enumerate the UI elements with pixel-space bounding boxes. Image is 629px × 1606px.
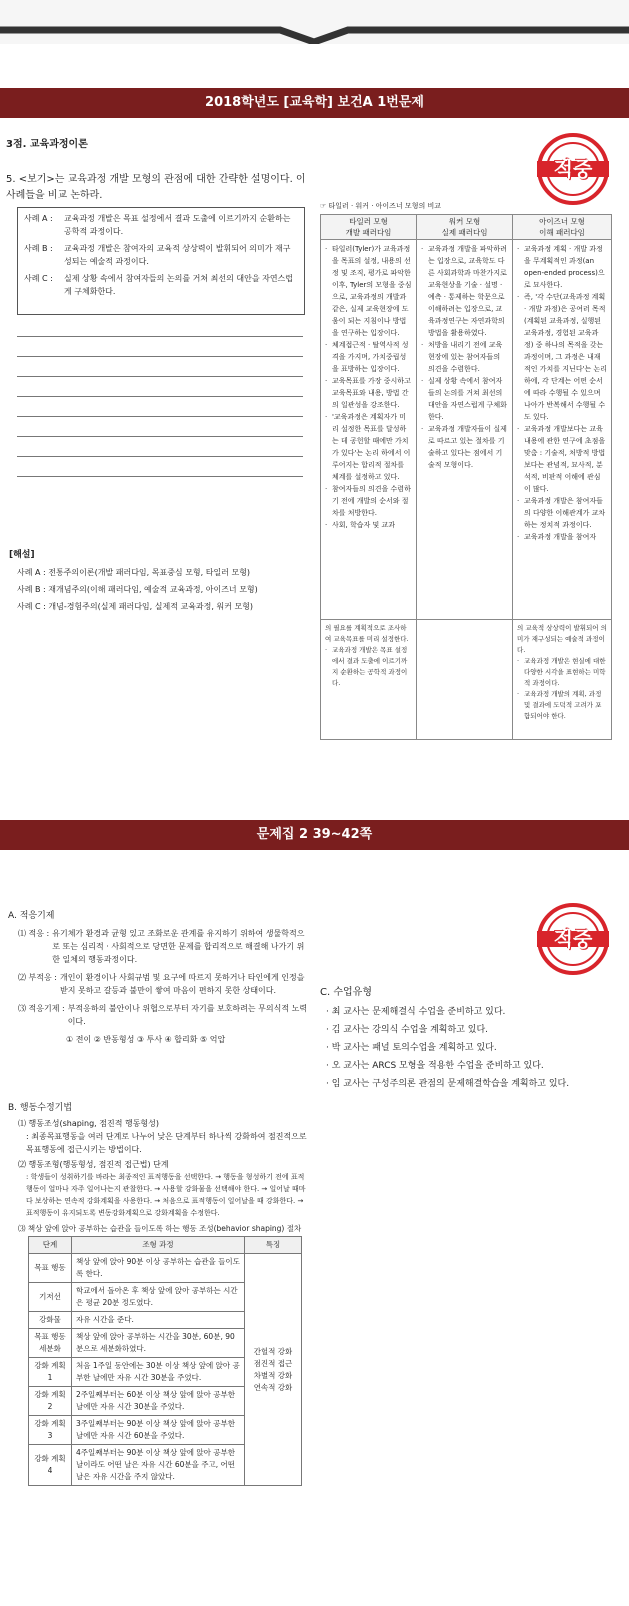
b3-heading: ⑶ 책상 앞에 앉아 공부하는 습관을 들이도록 하는 행동 조성(behavior shaping) 절차 <box>18 1224 302 1233</box>
hit-stamp-1 <box>537 133 609 205</box>
table-row: 목표 행동 세분화 책상 앞에 앉아 공부하는 시간을 30분, 60분, 90분으로 세분화하였다. <box>29 1329 302 1358</box>
th-step: 단계 <box>29 1237 72 1254</box>
cell-eisner: · 교육과정 계획 · 개발 과정을 무계획적인 과정(an open-ended process)으로 묘사한다. · 즉, '각 수단(교육과정 계획 · 개발 과정)은 공여러 목적(계획된 교육과정, 실행된 교육과정, 경험된 교육과정) 중 하나의 목적을 갖는 과정이며, 그 과정은 내재적인 가치를 지닌다'는 논리 하에, 각 단계는 어떤 순서에 따라 수행될 수 있으며 나아가 반복해서 수행될 수도 있다. · 교육과정 개발보다는 교육내용에 관한 연구에 초점을 맞춤 : 기술적, 처방적 방법보다는 관념적, 묘사적, 분석적, 비판적 이해에 관심이 많다. · 교육과정 개발은 참여자들의 다양한 이해관계가 교차하는 정치적 과정이다. · 교육과정 개발을 참여자 <box>513 240 612 620</box>
shaping-table <box>28 1236 302 1486</box>
answer-lines <box>17 336 303 477</box>
table-row: 기저선 학교에서 돌아온 후 책상 앞에 앉아 공부하는 시간은 평균 20분 정도였다. <box>29 1283 302 1312</box>
cell-eisner-cont: 의 교육적 상상력이 발휘되어 의미가 재구성되는 예술적 과정이다. · 교육과정 개발은 현실에 대한 다양한 시각을 표현하는 미학적 과정이다. · 교육과정 개발의 계획, 과정 및 결과에 도덕적 고려가 포함되어야 한다. <box>513 620 612 740</box>
top-notch <box>0 0 629 44</box>
b-title: B. 행동수정기법 <box>8 1103 73 1113</box>
compare-table <box>320 214 612 740</box>
hit-stamp-2 <box>537 903 609 975</box>
cell-walker: · 교육과정 개발을 파악하려는 입장으로, 교육학도 다른 사회과학과 마찬가지로 교육현상을 기술 · 설명 · 예측 · 통제하는 학문으로 이해하려는 입장으로, 교육과정연구는 자연과학의 방법을 활용하였다. · 처방을 내리기 전에 교육현장에 있는 참여자들의 의견을 수렴한다. · 실제 상황 속에서 참여자들의 논의를 거쳐 최선의 대안을 자연스럽게 구체화한다. · 교육과정 개발자들이 실제로 따르고 있는 절차를 기술하고 있다는 점에서 기술적 모형이다. <box>417 240 513 620</box>
answer-list <box>17 566 307 613</box>
section2-banner: 문제집 2 39~42쪽 <box>0 820 629 850</box>
a-item: ⑴ 적응 : 유기체가 환경과 균형 있고 조화로운 관계를 유지하기 위하여 생물학적으로 또는 심리적 · 사회적으로 당면한 문제를 합리적으로 해결해 나가기 위한 일체의 행동과정이다. <box>18 929 305 964</box>
cell-walker-cont <box>417 620 513 740</box>
feature-cell: 간헐적 강화 점진적 접근 차별적 강화 연속적 강화 <box>245 1254 302 1486</box>
c-title: C. 수업유형 <box>320 987 372 998</box>
a-item: ⑶ 적응기제 : 부적응하의 불안이나 위협으로부터 자기를 보호하려는 무의식적 노력이다. <box>18 1004 308 1026</box>
stamp-text: 적중 <box>553 157 593 181</box>
b2-text: : 학생들이 성취하기를 바라는 최종적인 표적행동을 선택한다. → 행동을 형성하기 전에 표적 행동이 얼마나 자주 일어나는지 관찰한다. → 사용할 강화물을 선택해야 한다. → 일어날 때마다 보상하는 연속적 강화계획을 사용한다. → 처음으로 표적행동이 일어날을 때 강화한다. → 표적행동이 유지되도록 변동강화계획으로 강화계획을 수정한다. <box>26 1173 306 1217</box>
case-b: 사례 B : 교육과정 개발은 참여자의 교육적 상상력이 발휘되어 의미가 재구성되는 예술적 과정이다. <box>24 244 291 266</box>
table-row: 강화 계획4 4주일째부터는 90분 이상 책상 앞에 앉아 공부한 날이라도 어떤 날은 자유 시간 60분을 주고, 어떤 날은 자유 시간을 주지 않았다. <box>29 1445 302 1486</box>
case-c: 사례 C : 실제 상황 속에서 참여자들의 논의를 거쳐 최선의 대안을 자연스럽게 구체화한다. <box>24 274 293 296</box>
answer-title: [해설] <box>9 550 35 560</box>
case-a: 사례 A : 교육과정 개발은 목표 설정에서 결과 도출에 이르기까지 순환하는 공학적 과정이다. <box>24 214 291 236</box>
c-item: · 박 교사는 패널 토의수업을 계획하고 있다. <box>326 1043 497 1053</box>
cell-tyler-cont: 의 필요를 계획적으로 조사하여 교육목표를 미리 설정한다. · 교육과정 개발은 목표 설정에서 결과 도출에 이르기까지 순환하는 공학적 과정이다. <box>321 620 417 740</box>
th-tyler: 타일러 모형 개발 패러다임 <box>321 215 417 240</box>
cell-tyler: · 타일러(Tyler)가 교육과정을 목표의 설정, 내용의 선정 및 조직, 평가로 파악한 이후, Tyler의 모형을 중심으로, 교육과정의 개발과 같은, 실제 교육현장에 도움이 되는 지침이나 방법을 연구하는 입장이다. · 체계접근적 · 탈역사적 성격을 가지며, 가치중립성을 표방하는 입장이다. · 교육목표를 가장 중시하고 교육목표와 내용, 방법 간의 일관성을 강조한다. · '교육과정은 계획자가 미리 설정한 목표를 달성하는 데 공헌할 때에만 가치가 있다'는 논리 하에서 이루어지는 합리적 절차를 체계를 설정하고 있다. · 참여자들의 의견을 수렴하기 전에 개발의 순서와 절차를 처방한다. · 사회, 학습자 및 교과 <box>321 240 417 620</box>
c-list <box>326 1005 616 1092</box>
compare-title: ☞ 타일러 · 워커 · 아이즈너 모형의 비교 <box>320 202 441 210</box>
b1-heading: ⑴ 행동조성(shaping, 점진적 행동형성) <box>18 1119 160 1128</box>
a-title: A. 적응기제 <box>8 911 55 921</box>
th-process: 조형 과정 <box>72 1237 245 1254</box>
a-list <box>18 927 308 1046</box>
table-row: 강화 계획1 처음 1주일 동안에는 30분 이상 책상 앞에 앉아 공부한 날에만 자유 시간 30분을 주었다. <box>29 1358 302 1387</box>
c-item: · 최 교사는 문제해결식 수업을 준비하고 있다. <box>326 1007 506 1017</box>
answer-item: 사례 A : 전통주의이론(개발 패러다임, 목표중심 모형, 타일러 모형) <box>17 568 251 577</box>
th-walker: 워커 모형 실제 패러다임 <box>417 215 513 240</box>
table-row: 강화 계획2 2주일째부터는 60분 이상 책상 앞에 앉아 공부한 날에만 자유 시간 30분을 주었다. <box>29 1387 302 1416</box>
table-row: 강화 계획3 3주일째부터는 90분 이상 책상 앞에 앉아 공부한 날에만 자유 시간 60분을 주었다. <box>29 1416 302 1445</box>
answer-item: 사례 C : 개념-경험주의(실제 패러다임, 실제적 교육과정, 워커 모형) <box>17 602 254 611</box>
section1-heading: 3점. 교육과정이론 <box>6 139 88 150</box>
c-item: · 김 교사는 강의식 수업을 계획하고 있다. <box>326 1025 489 1035</box>
c-item: · 오 교사는 ARCS 모형을 적용한 수업을 준비하고 있다. <box>326 1061 544 1071</box>
th-feature: 특징 <box>245 1237 302 1254</box>
stamp-text: 적중 <box>553 927 593 951</box>
answer-item: 사례 B : 재개념주의(이해 패러다임, 예술적 교육과정, 아이즈너 모형) <box>17 585 258 594</box>
th-eisner: 아이즈너 모형 이해 패러다임 <box>513 215 612 240</box>
b2-heading: ⑵ 행동조형(행동형성, 점진적 접근법) 단계 <box>18 1160 169 1169</box>
cases-box <box>17 207 305 315</box>
table-row: 목표 행동 책상 앞에 앉아 90분 이상 공부하는 습관을 들이도록 한다. 간헐적 강화 점진적 접근 차별적 강화 연속적 강화 <box>29 1254 302 1283</box>
b1-text: : 최종목표행동을 여러 단계로 나누어 낮은 단계부터 하나씩 강화하여 점진적으로 목표행동에 접근시키는 방법이다. <box>26 1132 307 1154</box>
a-item: ⑵ 부적응 : 개인이 환경이나 사회규범 및 요구에 따르지 못하거나 타인에게 인정을 받지 못하고 갈등과 불만이 쌓여 마음이 편하지 못한 상태이다. <box>18 973 305 995</box>
a-options: ① 전이 ② 반동형성 ③ 투사 ④ 합리화 ⑤ 억압 <box>66 1035 226 1044</box>
question-text: 5. <보기>는 교육과정 개발 모형의 관점에 대한 간략한 설명이다. 이 사례들을 비교 논하라. <box>6 174 306 201</box>
section1-banner: 2018학년도 [교육학] 보건A 1번문제 <box>0 88 629 118</box>
b-body <box>18 1117 308 1235</box>
c-item: · 임 교사는 구성주의론 관점의 문제해결학습을 계획하고 있다. <box>326 1079 570 1089</box>
table-row: 강화물 자유 시간을 준다. <box>29 1312 302 1329</box>
